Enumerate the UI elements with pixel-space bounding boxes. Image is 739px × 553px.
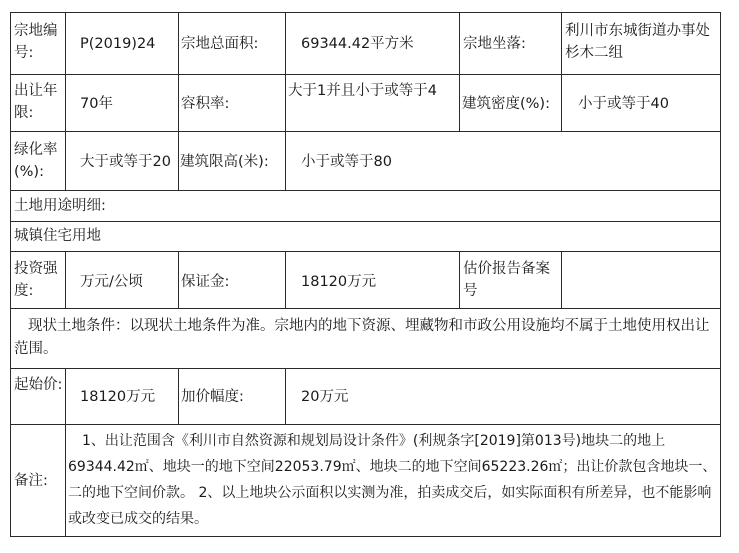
rule xyxy=(178,12,179,191)
start-price-value: 18120万元 xyxy=(80,389,156,405)
total-area-label: 宗地总面积: xyxy=(181,36,259,52)
density-value: 小于或等于40 xyxy=(578,96,669,112)
rule xyxy=(10,308,720,309)
green-value: 大于或等于20 xyxy=(80,154,171,170)
rule xyxy=(561,251,562,309)
rule xyxy=(10,221,720,222)
height-value: 小于或等于80 xyxy=(301,154,392,170)
appraisal-label: 估价报告备案号 xyxy=(463,261,550,299)
rule xyxy=(10,12,11,537)
total-area-value: 69344.42平方米 xyxy=(301,36,414,52)
far-label: 容积率: xyxy=(181,96,230,112)
rule xyxy=(65,368,66,425)
rule xyxy=(10,74,720,75)
rule xyxy=(720,12,721,537)
term-value: 70年 xyxy=(80,96,113,112)
green-label: 绿化率(%): xyxy=(14,142,58,180)
invest-label: 投资强度: xyxy=(14,261,58,299)
density-label: 建筑密度(%): xyxy=(462,96,550,112)
remark-text: 1、出让范围含《利川市自然资源和规划局设计条件》(利规条字[2019]第013号)地块二的地上69344.42㎡、地块一的地下空间22053.79㎡、地块二的地下空间65223.26㎡；出让价款包含地块一、二的地下空间价款。 2、以上地块公示面积以实测为准，拍卖成交后，如实际面积有所差异，也不能影响或改变已成交的结果。 xyxy=(68,433,717,527)
rule xyxy=(10,12,720,13)
far-value: 大于1并且小于或等于4 xyxy=(288,83,437,99)
increment-label: 加价幅度: xyxy=(181,389,244,405)
start-price-label: 起始价: xyxy=(14,377,63,393)
location-value: 利川市东城街道办事处杉木二组 xyxy=(565,23,710,61)
increment-value: 20万元 xyxy=(301,389,349,405)
land-use-value: 城镇住宅用地 xyxy=(14,228,101,244)
deposit-label: 保证金: xyxy=(181,274,230,290)
land-use-label: 土地用途明细: xyxy=(14,198,106,214)
rule xyxy=(10,190,720,191)
height-label: 建筑限高(米): xyxy=(180,154,269,170)
term-label: 出让年限: xyxy=(14,83,58,121)
deposit-value: 18120万元 xyxy=(301,274,377,290)
rule xyxy=(285,368,286,425)
rule xyxy=(459,12,460,132)
rule xyxy=(10,131,720,132)
rule xyxy=(178,368,179,425)
rule xyxy=(178,251,179,309)
parcel-no-label: 宗地编号: xyxy=(14,23,58,61)
rule xyxy=(65,424,66,537)
remark-label: 备注: xyxy=(14,473,48,489)
rule xyxy=(459,251,460,309)
rule xyxy=(285,12,286,191)
invest-value: 万元/公顷 xyxy=(80,274,143,290)
rule xyxy=(65,251,66,309)
rule xyxy=(10,368,720,369)
rule xyxy=(10,424,720,425)
location-label: 宗地坐落: xyxy=(463,36,526,52)
rule xyxy=(65,12,66,191)
rule xyxy=(285,251,286,309)
rule xyxy=(561,12,562,132)
rule xyxy=(10,536,720,537)
parcel-no-value: P(2019)24 xyxy=(80,36,156,52)
rule xyxy=(10,251,720,252)
land-condition: 现状土地条件：以现状土地条件为准。宗地内的地下资源、埋藏物和市政公用设施均不属于土地使用权出让范围。 xyxy=(14,318,710,357)
